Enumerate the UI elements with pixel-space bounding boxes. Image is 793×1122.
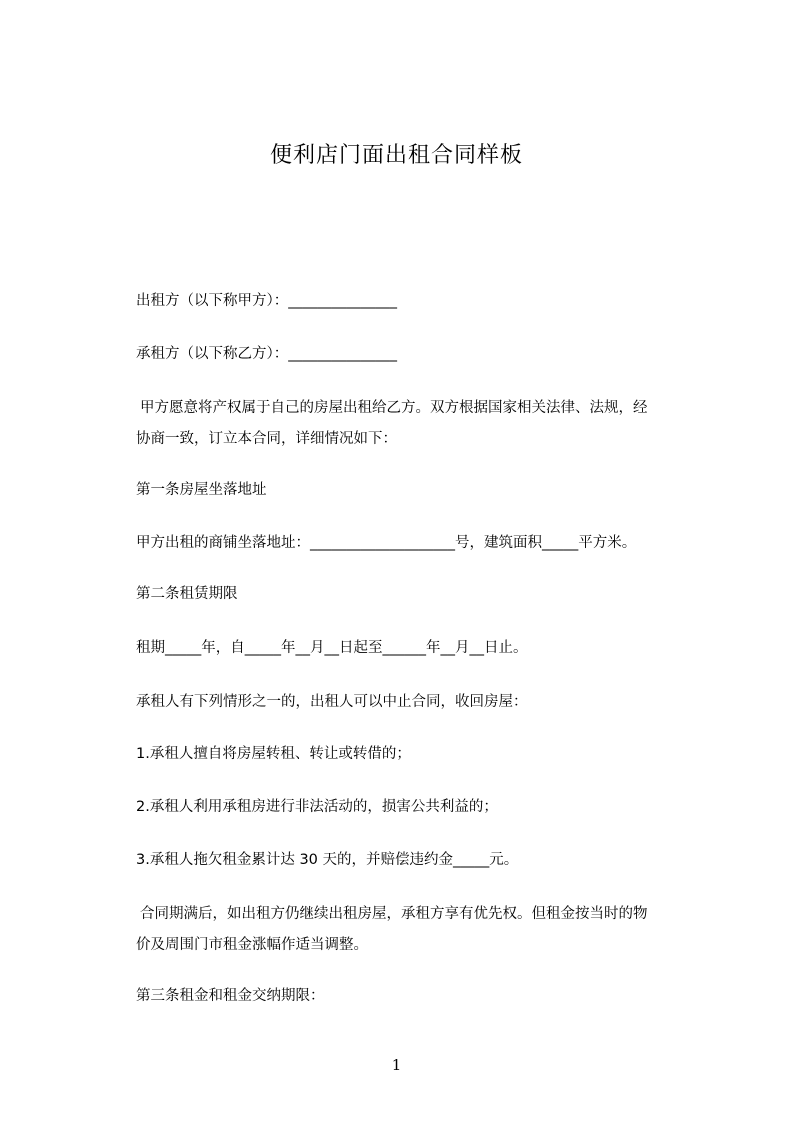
lessee-line: 承租方（以下称乙方）：_______________ [136, 346, 397, 362]
intro-line-1: 甲方愿意将产权属于自己的房屋出租给乙方。双方根据国家相关法律、法规，经 [140, 400, 648, 416]
termination-intro: 承租人有下列情形之一的，出租人可以中止合同，收回房屋： [136, 694, 528, 710]
termination-item: 1.承租人擅自将房屋转租、转让或转借的； [136, 746, 411, 762]
renewal-line-2: 价及周围门市租金涨幅作适当调整。 [136, 937, 368, 953]
termination-item: 2.承租人利用承租房进行非法活动的，损害公共利益的； [136, 799, 498, 815]
intro-line-2: 协商一致，订立本合同，详细情况如下： [136, 431, 397, 447]
document-title: 便利店门面出租合同样板 [269, 143, 523, 168]
lessor-line: 出租方（以下称甲方）：_______________ [136, 293, 397, 309]
article2-term: 租期_____年，自_____年__月__日起至______年__月__日止。 [136, 640, 528, 656]
article1-heading: 第一条房屋坐落地址 [136, 482, 267, 498]
renewal-line-1: 合同期满后，如出租方仍继续出租房屋，承租方享有优先权。但租金按当时的物 [140, 906, 648, 922]
article3-heading: 第三条租金和租金交纳期限： [136, 988, 325, 1004]
intro-paragraph [136, 393, 706, 455]
article1-text: 甲方出租的商铺坐落地址：____________________号，建筑面积_____平方米。 [136, 535, 637, 551]
renewal-paragraph [136, 899, 706, 961]
page-number: 1 [391, 1056, 402, 1074]
article2-heading: 第二条租赁期限 [136, 586, 238, 602]
termination-item: 3.承租人拖欠租金累计达 30 天的，并赔偿违约金_____元。 [136, 852, 519, 868]
